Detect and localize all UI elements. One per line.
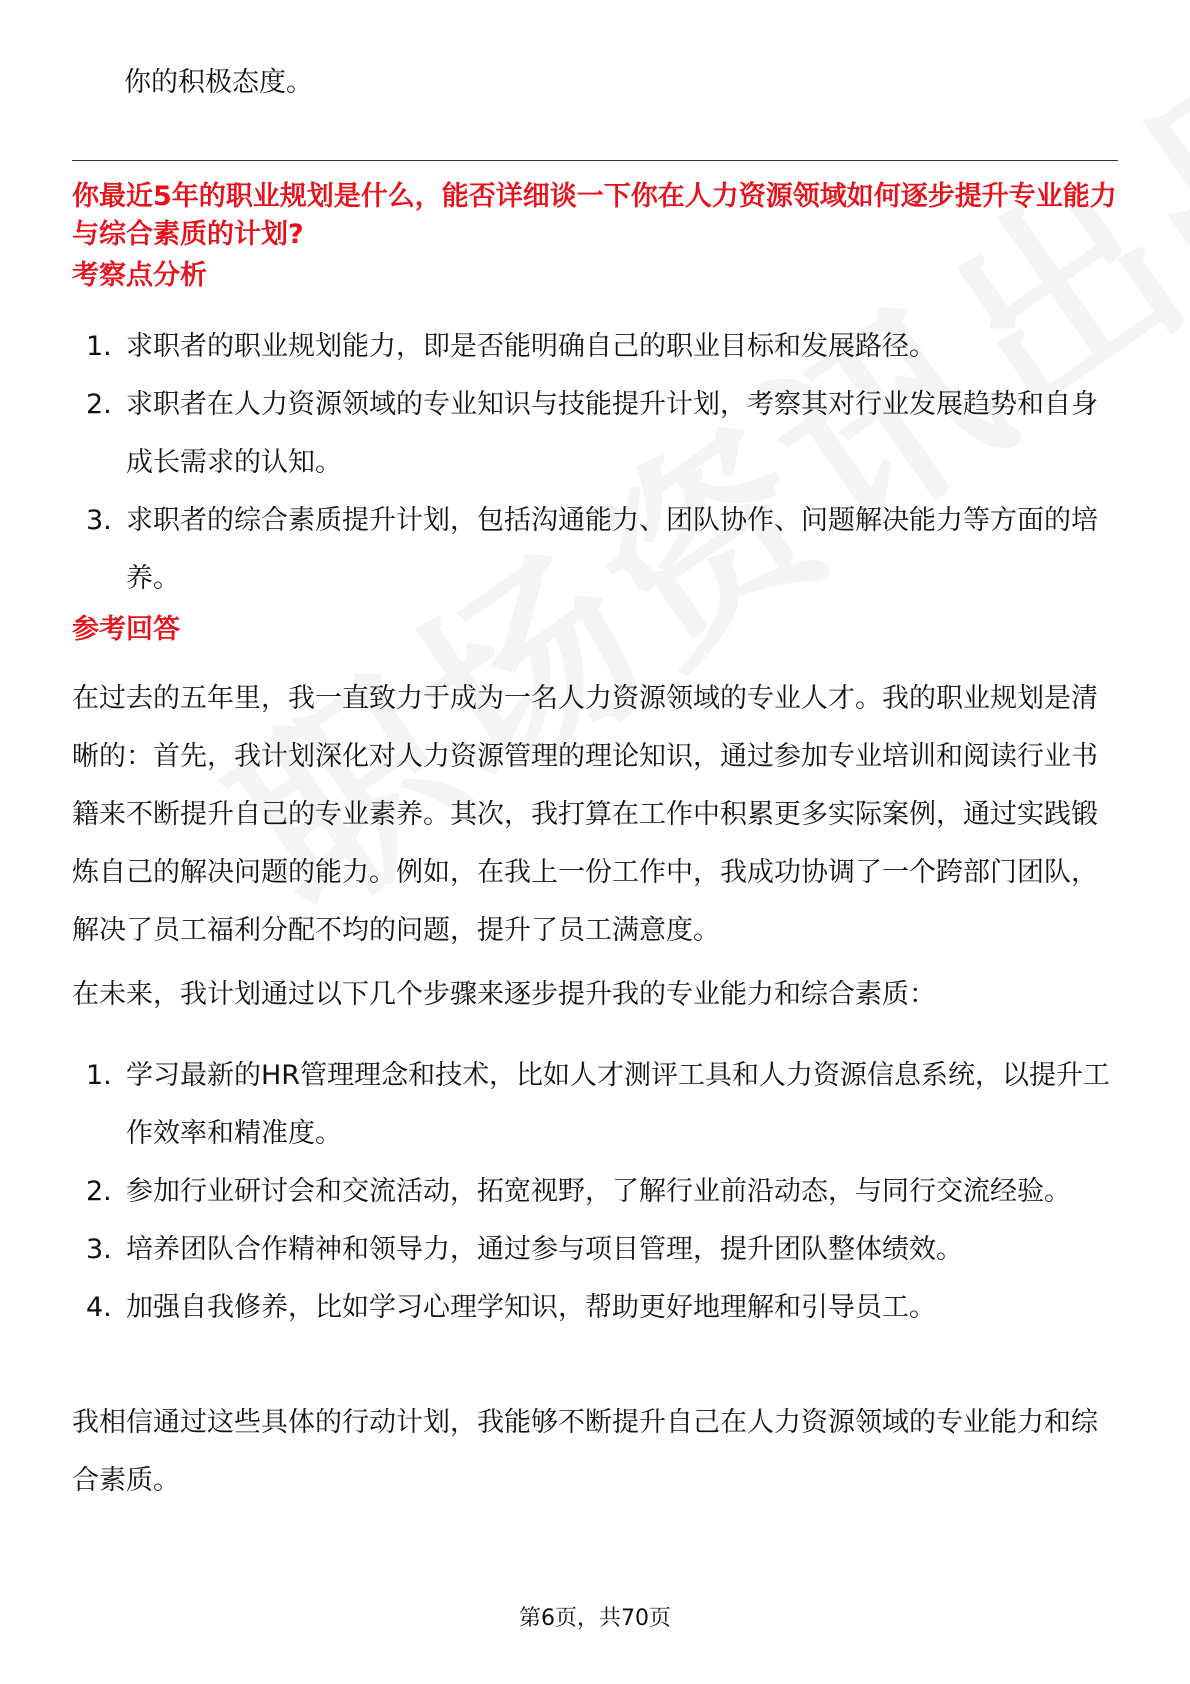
page-footer: 第6页，共70页 (519, 1606, 671, 1631)
answer-conclusion: 我相信通过这些具体的行动计划，我能够不断提升自己在人力资源领域的专业能力和综合素质。 (72, 1407, 1098, 1496)
list-item-text: 加强自我修养，比如学习心理学知识，帮助更好地理解和引导员工。 (126, 1292, 936, 1323)
list-item (72, 1279, 1118, 1337)
section-divider (72, 160, 1118, 161)
list-item (72, 1047, 1118, 1163)
list-item-text: 培养团队合作精神和领导力，通过参与项目管理，提升团队整体绩效。 (126, 1234, 963, 1265)
list-item-text: 参加行业研讨会和交流活动，拓宽视野，了解行业前沿动态，与同行交流经验。 (126, 1176, 1071, 1207)
list-item (72, 318, 1118, 376)
list-item-text: 求职者的综合素质提升计划，包括沟通能力、团队协作、问题解决能力等方面的培养。 (126, 505, 1098, 594)
list-number: 3. (86, 1234, 112, 1265)
list-number: 3. (86, 505, 112, 536)
list-item-text: 求职者的职业规划能力，即是否能明确自己的职业目标和发展路径。 (126, 331, 936, 362)
list-number: 2. (86, 1176, 112, 1207)
analysis-list (72, 318, 1118, 608)
list-item (72, 492, 1118, 608)
answer-heading: 参考回答 (72, 614, 180, 645)
list-number: 1. (86, 331, 112, 362)
analysis-heading: 考察点分析 (72, 260, 207, 291)
list-number: 4. (86, 1292, 112, 1323)
list-item (72, 1163, 1118, 1221)
list-item-text: 学习最新的HR管理理念和技术，比如人才测评工具和人力资源信息系统，以提升工作效率和精准度。 (126, 1060, 1111, 1149)
list-item (72, 376, 1118, 492)
lead-text: 你的积极态度。 (124, 67, 313, 98)
question-heading: 你最近5年的职业规划是什么，能否详细谈一下你在人力资源领域如何逐步提升专业能力与综合素质的计划? (72, 181, 1117, 250)
list-number: 2. (86, 389, 112, 420)
answer-paragraph-2: 在未来，我计划通过以下几个步骤来逐步提升我的专业能力和综合素质： (72, 979, 936, 1010)
steps-list (72, 1047, 1118, 1337)
list-number: 1. (86, 1060, 112, 1091)
answer-paragraph-1: 在过去的五年里，我一直致力于成为一名人力资源领域的专业人才。我的职业规划是清晰的：首先，我计划深化对人力资源管理的理论知识，通过参加专业培训和阅读行业书籍来不断提升自己的专业素养。其次，我打算在工作中积累更多实际案例，通过实践锻炼自己的解决问题的能力。例如，在我上一份工作中，我成功协调了一个跨部门团队，解决了员工福利分配不均的问题，提升了员工满意度。 (72, 683, 1098, 946)
list-item (72, 1221, 1118, 1279)
list-item-text: 求职者在人力资源领域的专业知识与技能提升计划，考察其对行业发展趋势和自身成长需求的认知。 (126, 389, 1098, 478)
